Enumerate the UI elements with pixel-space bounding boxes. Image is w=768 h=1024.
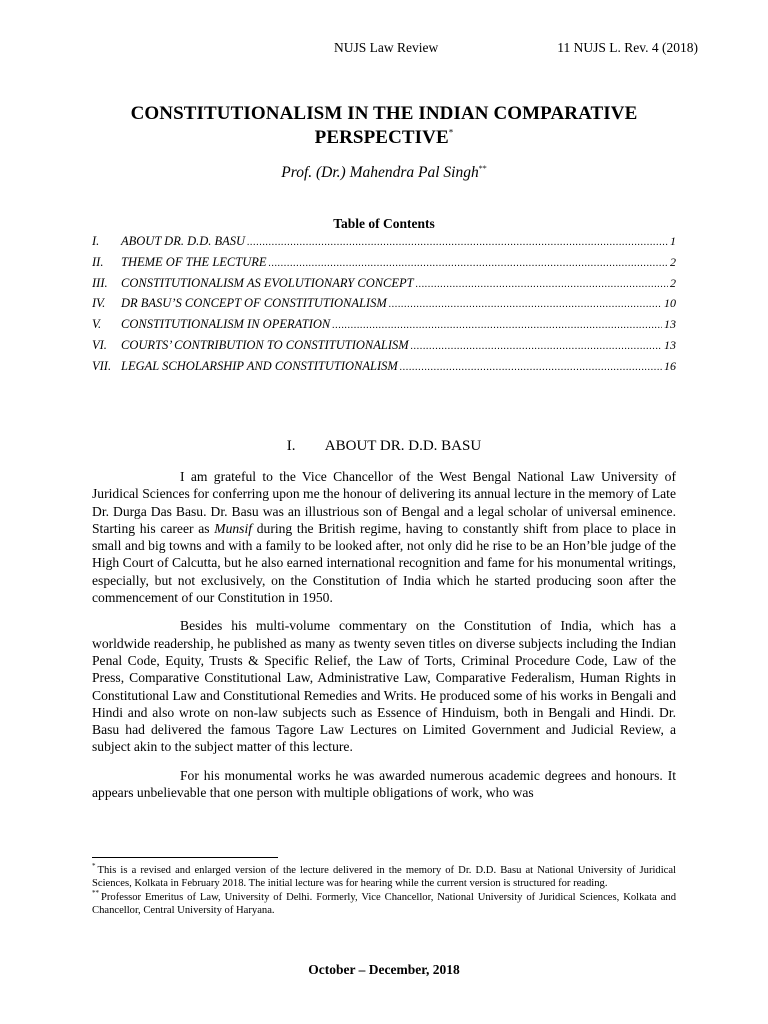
footnotes xyxy=(92,864,676,918)
journal-citation: 11 NUJS L. Rev. 4 (2018) xyxy=(557,40,698,55)
footnote-text: This is a revised and enlarged version of the lecture delivered in the memory of Dr. D.D. Basu at National University of Juridical Sciences, Kolkata in February 2018. The initial lecture was for hearing while the current version is structured for reading. xyxy=(92,865,676,890)
toc-entry-page: 13 xyxy=(664,337,676,352)
toc-entry-label: ABOUT DR. D.D. BASU xyxy=(121,234,246,248)
table-of-contents xyxy=(92,234,676,380)
toc-entry-label: DR BASU’S CONCEPT OF CONSTITUTIONALISM xyxy=(121,296,387,311)
toc-entry-label: THEME OF THE LECTURE xyxy=(121,254,267,269)
toc-dot-leader xyxy=(416,279,668,290)
footnote-divider xyxy=(92,857,278,858)
toc-entry-number: VII. xyxy=(92,358,112,373)
toc-entry-label: LEGAL SCHOLARSHIP AND CONSTITUTIONALISM xyxy=(121,358,398,373)
toc-entry-label: CONSTITUTIONALISM AS EVOLUTIONARY CONCEPT xyxy=(121,275,414,290)
footnote xyxy=(92,864,676,891)
title-line-2-text: PERSPECTIVE xyxy=(314,127,449,148)
toc-entry-page: 13 xyxy=(664,317,676,332)
toc-entry-number: I. xyxy=(92,234,100,248)
toc-dot-leader xyxy=(389,299,662,310)
toc-entry-label: COURTS’ CONTRIBUTION TO CONSTITUTIONALISM xyxy=(121,337,409,352)
journal-name: NUJS Law Review xyxy=(334,40,439,55)
toc-entry-number: III. xyxy=(92,275,108,290)
section-heading xyxy=(92,438,676,455)
issue-footer: October – December, 2018 xyxy=(308,962,460,977)
toc-entry-page: 16 xyxy=(664,358,676,373)
footnote-marker: ** xyxy=(92,889,99,898)
toc-entry-label: CONSTITUTIONALISM IN OPERATION xyxy=(121,317,331,332)
toc-entry-page: 2 xyxy=(670,254,676,269)
document-page xyxy=(92,0,698,1024)
toc-entry[interactable] xyxy=(92,276,676,297)
toc-entry-number: V. xyxy=(92,317,102,332)
section-number: I. xyxy=(286,438,296,454)
paragraph-text: during the British regime, having to constantly shift from place to place in small and big towns and with a family to be looked after, not only did he rise to be an Hon’ble judge of the High Court of Calcutta, but he also earned international recognition and fame for his monumental writings, especially, but not exclusively, on the Constitution of India which he started producing soon after the commencement of our Constitution in 1950. xyxy=(92,520,676,606)
footnote-text: Professor Emeritus of Law, University of Delhi. Formerly, Vice Chancellor, National University of Juridical Sciences, Kolkata and Chancellor, Central University of Haryana. xyxy=(92,891,676,917)
toc-dot-leader xyxy=(411,341,662,352)
body-paragraph xyxy=(92,468,676,606)
toc-entry-number: IV. xyxy=(92,296,106,311)
toc-dot-leader xyxy=(269,258,669,269)
toc-entry-number: II. xyxy=(92,254,104,269)
paragraph-text: I am grateful to the Vice Chancellor of the West Bengal National Law University of Juridical Sciences for conferring upon me the honour of delivering its annual lecture in the memory of Late Dr. Durga Das Basu. Dr. Basu was an illustrious son of Bengal and a legal scholar of universal eminence. Starting his career as xyxy=(92,469,676,536)
emphasized-term: Munsif xyxy=(214,520,253,536)
article-body xyxy=(92,468,676,812)
toc-dot-leader xyxy=(400,362,662,373)
toc-entry[interactable] xyxy=(92,255,676,276)
toc-dot-leader xyxy=(332,320,662,331)
toc-entry[interactable] xyxy=(92,317,676,338)
toc-dot-leader xyxy=(247,237,668,248)
toc-entry[interactable] xyxy=(92,296,676,317)
footnote-marker: * xyxy=(92,862,96,871)
body-paragraph: Besides his multi-volume commentary on the Constitution of India, which has a worldwide readership, he published as many as twenty seven titles on diverse subjects including the Indian Penal Code, Equity, Trusts & Specific Relief, the Law of Torts, Criminal Procedure Code, Law of the Press, Comparative Constitutional Law, Administrative Law, Comparative Federalism, Human Rights in Constitutional Law and Constitutional Remedies and Writs. He produced some of his works in Bengali and Hindi and also wrote on non-law subjects such as Essence of Hinduism, both in Bengali and Hindi. Dr. Basu had delivered the famous Tagore Law Lectures on Limited Government and Judicial Review, a subject akin to the subject matter of this lecture. xyxy=(92,618,676,755)
title-footnote-marker[interactable]: * xyxy=(448,127,454,138)
body-paragraph: For his monumental works he was awarded numerous academic degrees and honours. It appears unbelievable that one person with multiple obligations of work, who was xyxy=(92,767,676,801)
article-title xyxy=(92,102,676,150)
footnote xyxy=(92,891,676,918)
toc-entry[interactable] xyxy=(92,338,676,359)
toc-entry-page: 2 xyxy=(670,275,676,290)
toc-entry-number: VI. xyxy=(92,337,107,352)
toc-entry[interactable] xyxy=(92,234,676,255)
toc-heading: Table of Contents xyxy=(333,216,435,231)
section-title: ABOUT DR. D.D. BASU xyxy=(324,438,482,454)
author-name: Prof. (Dr.) Mahendra Pal Singh xyxy=(281,164,479,181)
toc-entry[interactable] xyxy=(92,359,676,380)
author-line xyxy=(92,164,676,182)
title-line-1: CONSTITUTIONALISM IN THE INDIAN COMPARATIVE xyxy=(130,103,638,124)
author-footnote-marker[interactable]: ** xyxy=(478,163,487,173)
toc-entry-page: 1 xyxy=(670,234,676,248)
title-line-2 xyxy=(92,126,676,150)
toc-entry-page: 10 xyxy=(664,296,676,311)
running-header xyxy=(92,40,698,58)
